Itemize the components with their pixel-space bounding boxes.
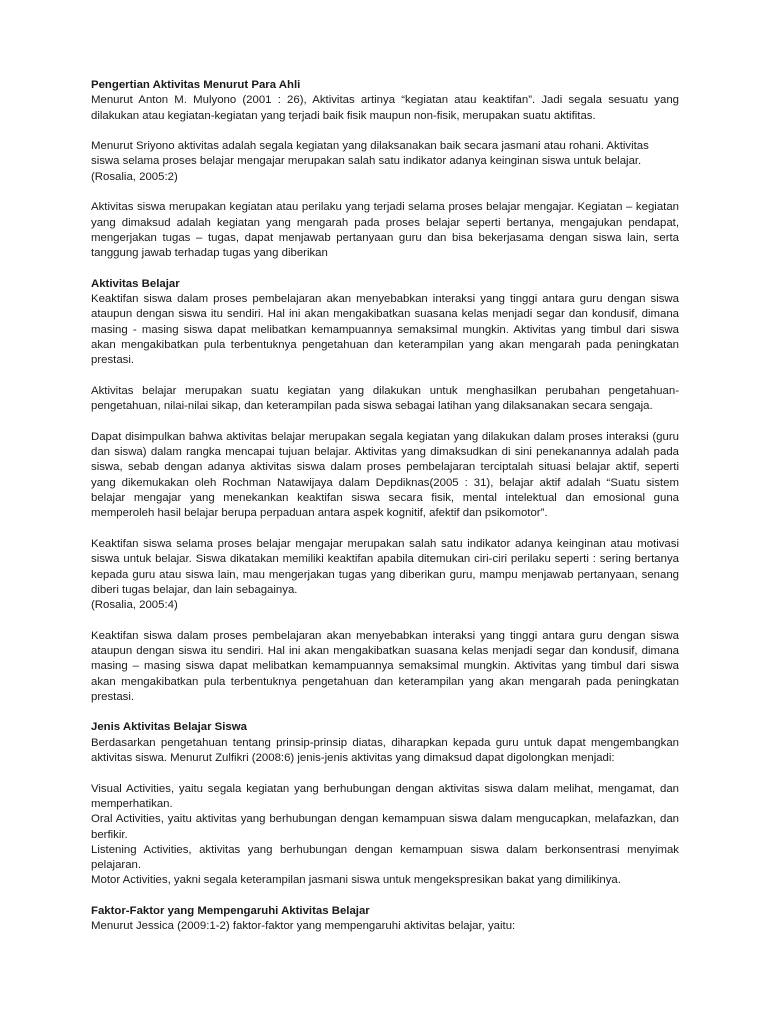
paragraph: Keaktifan siswa dalam proses pembelajaran akan menyebabkan interaksi yang tinggi antara guru dengan siswa ataupun dengan siswa itu sendiri. Hal ini akan mengakibatkan suasana kelas menjadi segar dan kondusif, dimana masing – masing siswa dapat melibatkan kemampuannya semaksimal mungkin. Aktivitas yang timbul dari siswa akan mengakibatkan pula terbentuknya pengetahuan dan keterampilan yang akan mengarah pada peningkatan prestasi. xyxy=(91,629,679,703)
list-item: Visual Activities, yaitu segala kegiatan yang berhubungan dengan aktivitas siswa dalam melihat, mengamat, dan memperhatikan. xyxy=(91,782,679,810)
heading-jenis-aktivitas: Jenis Aktivitas Belajar Siswa xyxy=(91,721,247,734)
paragraph: Menurut Sriyono aktivitas adalah segala kegiatan yang dilaksanakan baik secara jasmani atau rohani. Aktivitas siswa selama proses belajar mengajar merupakan salah satu indikator adanya keinginan siswa untuk belajar. (Rosalia, 2005:2) xyxy=(91,140,649,183)
heading-pengertian-aktivitas: Pengertian Aktivitas Menurut Para Ahli xyxy=(91,79,301,91)
paragraph: Aktivitas belajar merupakan suatu kegiatan yang dilakukan untuk menghasilkan perubahan pengetahuan-pengetahuan, nilai-nilai sikap, dan keterampilan pada siswa sebagai latihan yang dilaksanakan secara sengaja. xyxy=(91,384,679,413)
paragraph: Keaktifan siswa selama proses belajar mengajar merupakan salah satu indikator adanya keinginan atau motivasi siswa untuk belajar. Siswa dikatakan memiliki keaktifan apabila ditemukan ciri-ciri perilaku seperti : sering bertanya kepada guru atau siswa lain, mau mengerjakan tugas yang diberikan guru, mampu menjawab pertanyaan, senang diberi tugas belajar, dan lain sebagainya. xyxy=(91,537,679,596)
heading-aktivitas-belajar: Aktivitas Belajar xyxy=(91,277,180,290)
paragraph: Keaktifan siswa dalam proses pembelajaran akan menyebabkan interaksi yang tinggi antara guru dengan siswa ataupun dengan siswa itu sendiri. Hal ini akan mengakibatkan suasana kelas menjadi segar dan kondusif, dimana masing - masing siswa dapat melibatkan kemampuannya semaksimal mungkin. Aktivitas yang timbul dari siswa akan mengakibatkan pula terbentuknya pengetahuan dan keterampilan yang akan mengarah pada peningkatan prestasi. xyxy=(91,293,679,367)
paragraph: Menurut Anton M. Mulyono (2001 : 26), Aktivitas artinya “kegiatan atau keaktifan”. Jadi segala sesuatu yang dilakukan atau kegiatan-kegiatan yang terjadi baik fisik maupun non-fisik, merupakan suatu aktifitas. xyxy=(91,94,679,122)
heading-faktor-faktor: Faktor-Faktor yang Mempengaruhi Aktivitas Belajar xyxy=(91,905,370,918)
paragraph: Menurut Jessica (2009:1-2) faktor-faktor yang mempengaruhi aktivitas belajar, yaitu: xyxy=(91,920,516,933)
paragraph: Berdasarkan pengetahuan tentang prinsip-prinsip diatas, diharapkan kepada guru untuk dapat mengembangkan aktivitas siswa. Menurut Zulfikri (2008:6) jenis-jenis aktivitas yang dimaksud dapat digolongkan menjadi: xyxy=(91,736,679,765)
list-item: Listening Activities, aktivitas yang berhubungan dengan kemampuan siswa dalam berkonsentrasi menyimak pelajaran. xyxy=(91,843,679,872)
paragraph: Aktivitas siswa merupakan kegiatan atau perilaku yang terjadi selama proses belajar mengajar. Kegiatan – kegiatan yang dimaksud adalah kegiatan yang mengarah pada proses belajar seperti bertanya, mengajukan pendapat, mengerjakan tugas – tugas, dapat menjawab pertanyaan guru dan bisa bekerjasama dengan siswa lain, serta tanggung jawab terhadap tugas yang diberikan xyxy=(91,201,679,260)
list-item: Oral Activities, yaitu aktivitas yang berhubungan dengan kemampuan siswa dalam mengucapkan, melafazkan, dan berfikir. xyxy=(91,813,679,841)
paragraph: Dapat disimpulkan bahwa aktivitas belajar merupakan segala kegiatan yang dilakukan dalam proses interaksi (guru dan siswa) dalam rangka mencapai tujuan belajar. Aktivitas yang dimaksudkan di sini penekanannya adalah pada siswa, sebab dengan adanya aktivitas siswa dalam proses pembelajaran terciptalah situasi belajar aktif, seperti yang dikemukakan oleh Rochman Natawijaya dalam Depdiknas(2005 : 31), belajar aktif adalah “Suatu sistem belajar mengajar yang menekankan keaktifan siswa secara fisik, mental intelektual dan emosional guna memperoleh hasil belajar berupa perpaduan antara aspek kognitif, afektif dan psikomotor”. xyxy=(91,430,679,520)
citation: (Rosalia, 2005:4) xyxy=(91,599,178,612)
document-page xyxy=(91,78,679,935)
list-item: Motor Activities, yakni segala keterampilan jasmani siswa untuk mengekspresikan bakat yang dimilikinya. xyxy=(91,874,621,887)
